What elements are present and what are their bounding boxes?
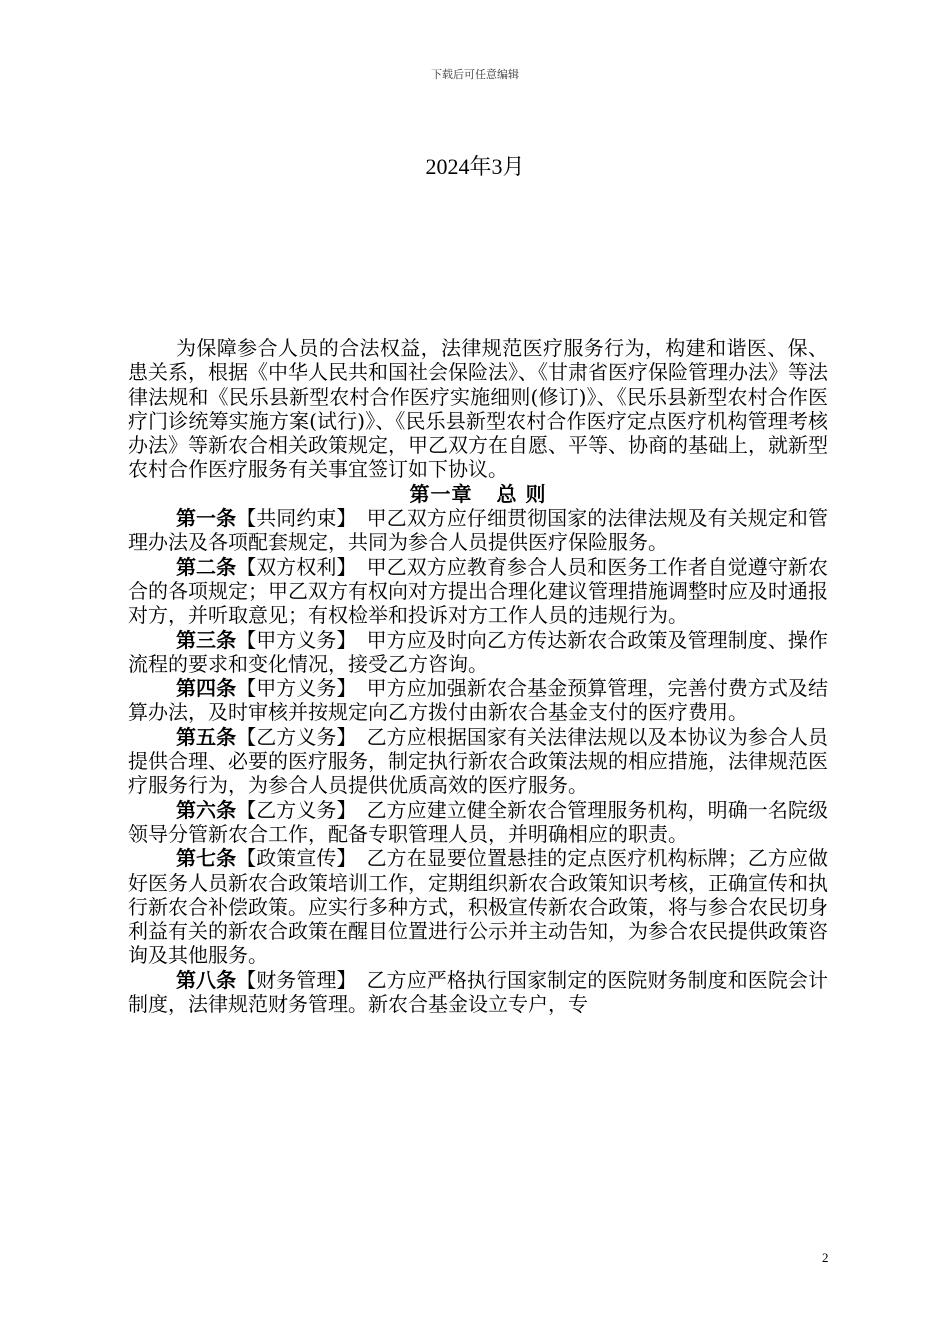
article-number: 第一条	[176, 506, 237, 531]
article-number: 第八条	[176, 967, 237, 992]
article-1	[128, 506, 828, 555]
article-text: 甲乙双方应仔细贯彻国家的法律法规及有关规定和管理办法及各项配套规定，共同为参合人员提供医疗保险服务。	[128, 506, 828, 555]
article-3	[128, 628, 828, 677]
article-4	[128, 676, 828, 725]
article-text: 甲方应及时向乙方传达新农合政策及管理制度、操作流程的要求和变化情况，接受乙方咨询。	[128, 627, 828, 676]
article-number: 第六条	[176, 797, 237, 822]
article-tag: 【乙方义务】	[236, 724, 347, 749]
article-number: 第四条	[176, 676, 237, 701]
article-number: 第五条	[176, 724, 237, 749]
chapter-number: 第一章	[409, 481, 473, 506]
article-tag: 【政策宣传】	[236, 846, 347, 871]
header-note: 下载后可任意编辑	[431, 68, 519, 81]
document-body	[128, 336, 828, 1016]
article-2	[128, 555, 828, 628]
article-tag: 【甲方义务】	[236, 627, 347, 652]
article-tag: 【甲方义务】	[236, 676, 347, 701]
article-7	[128, 846, 828, 967]
article-number: 第三条	[176, 627, 237, 652]
chapter-title: 总 则	[496, 481, 547, 506]
article-tag: 【共同约束】	[236, 506, 347, 531]
article-text: 乙方应根据国家有关法律法规以及本协议为参合人员提供合理、必要的医疗服务，制定执行新农合政策法规的相应措施，法律规范医疗服务行为，为参合人员提供优质高效的医疗服务。	[128, 724, 828, 798]
article-text: 甲乙双方应教育参合人员和医务工作者自觉遵守新农合的各项规定；甲乙双方有权向对方提出合理化建议管理措施调整时应及时通报对方，并听取意见；有权检举和投诉对方工作人员的违规行为。	[128, 554, 828, 628]
article-tag: 【财务管理】	[236, 967, 347, 992]
article-text: 乙方在显要位置悬挂的定点医疗机构标牌；乙方应做好医务人员新农合政策培训工作，定期组织新农合政策知识考核，正确宣传和执行新农合补偿政策。应实行多种方式，积极宣传新农合政策，将与参合农民切身利益有关的新农合政策在醒目位置进行公示并主动告知，为参合农民提供政策咨询及其他服务。	[128, 846, 828, 968]
article-number: 第七条	[176, 846, 237, 871]
article-text: 甲方应加强新农合基金预算管理，完善付费方式及结算办法，及时审核并按规定向乙方拨付由新农合基金支付的医疗费用。	[128, 676, 828, 725]
article-tag: 【乙方义务】	[236, 797, 347, 822]
intro-paragraph: 为保障参合人员的合法权益，法律规范医疗服务行为，构建和谐医、保、患关系，根据《中华人民共和国社会保险法》、《甘肃省医疗保险管理办法》等法律法规和《民乐县新型农村合作医疗实施细则(修订)》、《民乐县新型农村合作医疗门诊统筹实施方案(试行)》、《民乐县新型农村合作医疗定点医疗机构管理考核办法》等新农合相关政策规定，甲乙双方在自愿、平等、协商的基础上，就新型农村合作医疗服务有关事宜签订如下协议。	[128, 336, 828, 482]
article-5	[128, 725, 828, 798]
article-6	[128, 798, 828, 847]
article-text: 乙方应建立健全新农合管理服务机构，明确一名院级领导分管新农合工作，配备专职管理人员，并明确相应的职责。	[128, 797, 828, 846]
article-text: 乙方应严格执行国家制定的医院财务制度和医院会计制度，法律规范财务管理。新农合基金设立专户，专	[128, 967, 828, 1017]
article-number: 第二条	[176, 554, 237, 579]
page-number: 2	[822, 1250, 829, 1265]
chapter-heading	[128, 482, 828, 506]
document-date: 2024年3月	[425, 154, 525, 179]
article-tag: 【双方权利】	[236, 554, 347, 579]
article-8	[128, 968, 828, 1017]
